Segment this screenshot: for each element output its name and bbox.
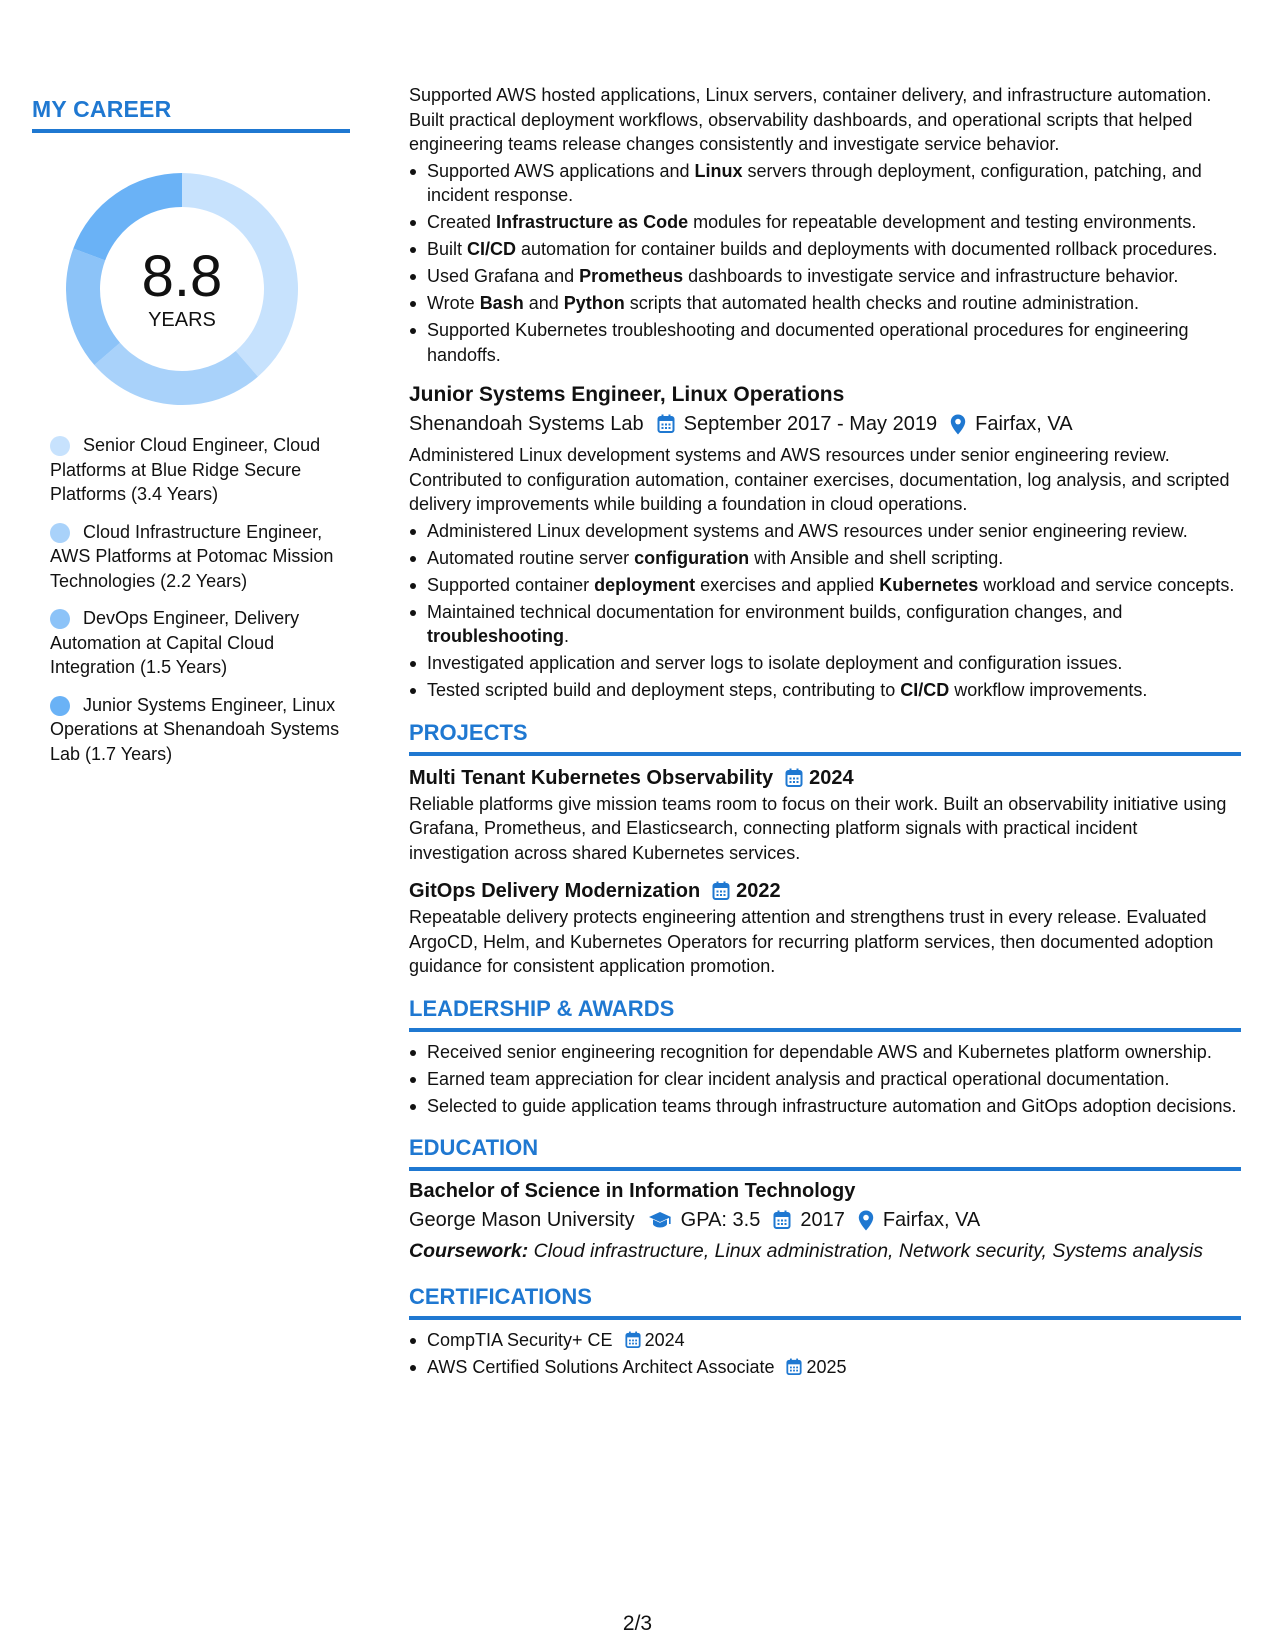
project-description: Reliable platforms give mission teams room to focus on their work. Built an observability initiative using Grafana, Prometheus, and Elasticsearch, connecting platform signals with practical incident investigation across shared Kubernetes services. xyxy=(409,793,1227,863)
bullet-keyword: CI/CD xyxy=(467,239,517,259)
total-years-value: 8.8 xyxy=(141,243,223,309)
legend-label: Cloud Infrastructure Engineer, AWS Platforms at Potomac Mission Technologies (2.2 Years) xyxy=(50,521,334,591)
legend-label: DevOps Engineer, Delivery Automation at Capital Cloud Integration (1.5 Years) xyxy=(50,608,300,677)
certification-year: 2025 xyxy=(806,1357,847,1377)
bullet-text: Used Grafana and xyxy=(427,266,580,286)
career-legend xyxy=(50,433,342,766)
project-description: Repeatable delivery protects engineering attention and strengthens trust in every release. Evaluated ArgoCD, Helm, and Kubernetes Operators for recurring platform services, then documented adoption guidance for consistent application promotion. xyxy=(409,907,1214,976)
calendar-icon xyxy=(625,1331,641,1349)
bullet-text: workflow improvements. xyxy=(949,680,1148,700)
bullet-text: Automated routine server xyxy=(427,547,635,568)
school-name: George Mason University xyxy=(409,1209,635,1231)
bullet-item xyxy=(427,291,1241,316)
awards-list xyxy=(409,1040,1241,1119)
bullet-keyword: Infrastructure as Code xyxy=(496,212,689,232)
career-donut-chart xyxy=(66,173,298,405)
coursework-list: Cloud infrastructure, Linux administration, Network security, Systems analysis xyxy=(528,1240,1204,1262)
bullet-text: with Ansible and shell scripting. xyxy=(749,547,1004,568)
coursework xyxy=(409,1237,1241,1265)
bullet-text: servers through deployment, configuration, patching, and incident response. xyxy=(427,160,1202,205)
job2-dates: September 2017 - May 2019 xyxy=(683,413,938,435)
project-title: Multi Tenant Kubernetes Observability xyxy=(409,766,774,789)
main-content xyxy=(409,83,1241,1382)
bullet-item xyxy=(427,600,1241,649)
legend-item xyxy=(50,606,342,680)
award-item: Selected to guide application teams through infrastructure automation and GitOps adoption decisions. xyxy=(427,1094,1241,1119)
legend-dot xyxy=(50,523,70,543)
location-pin-icon xyxy=(858,1210,874,1231)
bullet-keyword: CI/CD xyxy=(900,680,950,700)
bullet-text: Created xyxy=(427,212,497,232)
legend-item xyxy=(50,520,342,594)
bullet-item xyxy=(427,678,1241,703)
total-years-unit: YEARS xyxy=(148,308,216,331)
page-number: 2/3 xyxy=(622,1612,653,1635)
bullet-text: Supported AWS applications and xyxy=(427,160,695,181)
project-title-row xyxy=(409,877,1241,905)
bullet-text: Supported Kubernetes troubleshooting and documented operational procedures for engineering handoffs. xyxy=(427,320,1189,365)
bullet-text: and xyxy=(523,293,564,313)
award-item: Earned team appreciation for clear incident analysis and practical operational documentation. xyxy=(427,1067,1241,1092)
calendar-icon xyxy=(657,414,675,434)
job2-summary: Administered Linux development systems and AWS resources under senior engineering review. Contributed to configuration automation, container exercises, documentation, log analysis, and scripted delivery improvements while building a foundation in cloud operations. xyxy=(409,445,1230,514)
education-location: Fairfax, VA xyxy=(882,1209,981,1231)
award-item: Received senior engineering recognition for dependable AWS and Kubernetes platform ownership. xyxy=(427,1040,1241,1065)
legend-item xyxy=(50,433,342,507)
degree-title: Bachelor of Science in Information Technology xyxy=(409,1180,856,1202)
project-year: 2024 xyxy=(809,766,854,789)
legend-item xyxy=(50,693,342,767)
legend-label: Junior Systems Engineer, Linux Operations at Shenandoah Systems Lab (1.7 Years) xyxy=(50,694,340,764)
bullet-item xyxy=(427,573,1241,598)
projects-heading: PROJECTS xyxy=(409,719,1241,756)
project-year: 2022 xyxy=(736,880,781,902)
location-pin-icon xyxy=(950,414,966,435)
job2-location: Fairfax, VA xyxy=(975,413,1073,435)
bullet-text: exercises and applied xyxy=(695,574,880,595)
bullet-text: Investigated application and server logs to isolate deployment and configuration issues. xyxy=(427,653,1123,673)
bullet-text: workload and service concepts. xyxy=(978,574,1235,595)
calendar-icon xyxy=(773,1210,791,1230)
calendar-icon xyxy=(786,1358,802,1376)
bullet-item xyxy=(427,264,1241,289)
job2-bullets xyxy=(409,519,1241,703)
graduation-cap-icon xyxy=(648,1211,672,1229)
bullet-item xyxy=(427,651,1241,676)
legend-label: Senior Cloud Engineer, Cloud Platforms at Blue Ridge Secure Platforms (3.4 Years) xyxy=(50,435,321,504)
awards-heading: LEADERSHIP & AWARDS xyxy=(409,995,1241,1032)
bullet-keyword: Kubernetes xyxy=(879,574,979,595)
project-title: GitOps Delivery Modernization xyxy=(409,880,701,902)
bullet-text: automation for container builds and deployments with documented rollback procedures. xyxy=(516,239,1218,259)
bullet-keyword: Python xyxy=(563,293,625,313)
certifications-list xyxy=(409,1328,1241,1380)
gpa-value: GPA: 3.5 xyxy=(680,1209,761,1231)
bullet-keyword: deployment xyxy=(594,574,696,595)
bullet-text: Maintained technical documentation for environment builds, configuration changes, and xyxy=(427,601,1123,622)
bullet-item xyxy=(427,210,1241,235)
job1-bullets xyxy=(409,159,1241,368)
bullet-text: Administered Linux development systems and AWS resources under senior engineering review. xyxy=(427,520,1188,541)
legend-dot xyxy=(50,696,70,716)
donut-center xyxy=(66,173,298,405)
education-heading: EDUCATION xyxy=(409,1134,1241,1171)
career-sidebar xyxy=(32,96,352,779)
calendar-icon xyxy=(785,768,803,788)
bullet-item xyxy=(427,237,1241,262)
bullet-keyword: configuration xyxy=(634,547,750,568)
bullet-text: scripts that automated health checks and routine administration. xyxy=(624,293,1140,313)
certification-year: 2024 xyxy=(644,1330,685,1350)
certification-item xyxy=(427,1355,1241,1380)
bullet-keyword: Bash xyxy=(479,293,524,313)
calendar-icon xyxy=(712,881,730,901)
bullet-item xyxy=(427,159,1241,208)
certification-name: AWS Certified Solutions Architect Associate xyxy=(427,1357,775,1377)
job1-summary: Supported AWS hosted applications, Linux servers, container delivery, and infrastructure automation. Built practical deployment workflows, observability dashboards, and operational scripts that helped engineering teams release changes consistently and investigate service behavior. xyxy=(409,85,1212,154)
coursework-label: Coursework: xyxy=(409,1240,529,1262)
bullet-text: Built xyxy=(427,239,468,259)
job2-company: Shenandoah Systems Lab xyxy=(409,413,644,435)
bullet-text: . xyxy=(563,626,569,646)
bullet-text: Wrote xyxy=(427,293,480,313)
project-title-row xyxy=(409,764,1241,792)
bullet-keyword: troubleshooting xyxy=(427,626,564,646)
certifications-heading: CERTIFICATIONS xyxy=(409,1283,1241,1320)
certification-item xyxy=(427,1328,1241,1353)
bullet-text: dashboards to investigate service and infrastructure behavior. xyxy=(683,266,1179,286)
bullet-text: Supported container xyxy=(427,574,595,595)
legend-dot xyxy=(50,609,70,629)
bullet-keyword: Prometheus xyxy=(579,266,684,286)
legend-dot xyxy=(50,436,70,456)
career-heading: MY CAREER xyxy=(32,96,350,133)
bullet-keyword: Linux xyxy=(694,160,743,181)
bullet-item xyxy=(427,519,1241,544)
bullet-item xyxy=(427,318,1241,367)
certification-name: CompTIA Security+ CE xyxy=(427,1330,613,1350)
bullet-item xyxy=(427,546,1241,571)
education-meta xyxy=(409,1205,1241,1235)
bullet-text: modules for repeatable development and testing environments. xyxy=(688,212,1197,232)
job2-title: Junior Systems Engineer, Linux Operations xyxy=(409,383,845,406)
graduation-year: 2017 xyxy=(800,1209,845,1231)
job2-meta xyxy=(409,409,1241,439)
bullet-text: Tested scripted build and deployment steps, contributing to xyxy=(427,680,901,700)
